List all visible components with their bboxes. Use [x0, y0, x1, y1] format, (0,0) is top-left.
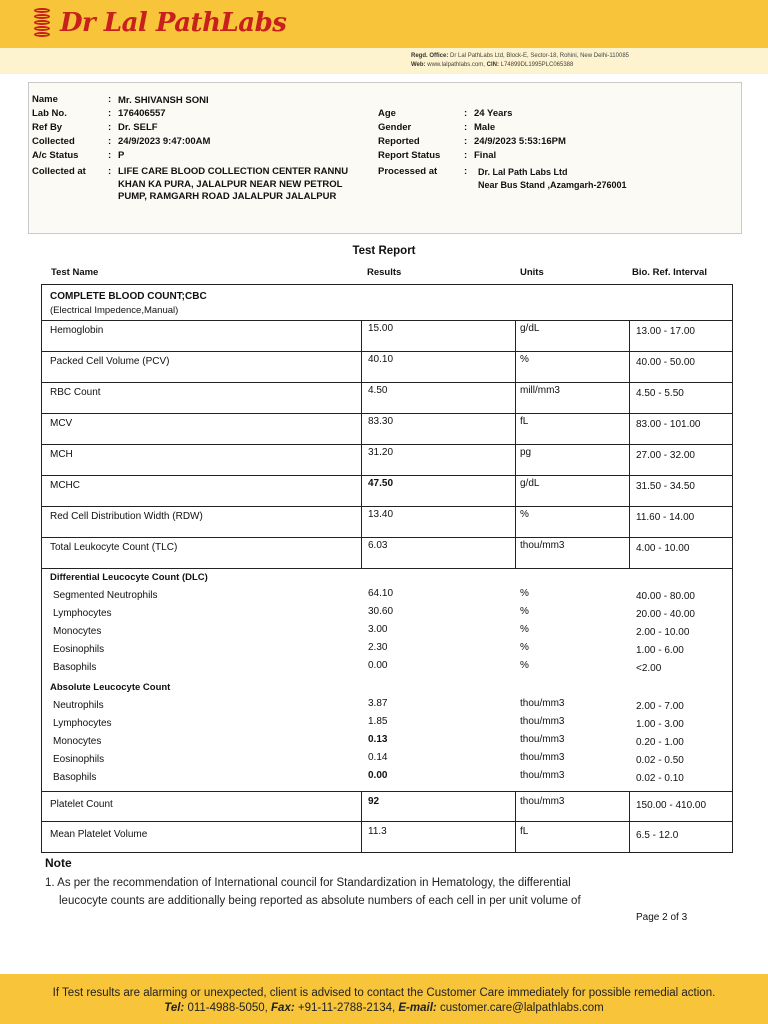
- test-ref-interval: 11.60 - 14.00: [636, 512, 695, 523]
- test-result: 47.50: [368, 478, 394, 489]
- test-ref-interval: <2.00: [636, 663, 662, 674]
- test-unit: fL: [520, 826, 529, 837]
- test-name: Monocytes: [53, 626, 102, 637]
- test-result: 11.3: [368, 826, 387, 837]
- fax-value: +91-11-2788-2134,: [297, 1002, 396, 1014]
- report-status-value: Final: [474, 150, 497, 161]
- results-table: [41, 284, 733, 853]
- test-ref-interval: 40.00 - 50.00: [636, 357, 695, 368]
- test-name: Basophils: [53, 662, 97, 673]
- test-result: 13.40: [368, 509, 394, 520]
- gender-label: Gender: [378, 122, 412, 133]
- col-units: Units: [520, 267, 544, 278]
- row-divider: [42, 821, 732, 822]
- office-band: [0, 48, 768, 74]
- footer-advisory: If Test results are alarming or unexpected, client is advised to contact the Customer Care immediately for possible remedial action.: [52, 987, 716, 999]
- row-divider: [42, 413, 732, 414]
- test-unit: thou/mm3: [520, 540, 565, 551]
- email-value: customer.care@lalpathlabs.com: [439, 1002, 604, 1014]
- panel-title: COMPLETE BLOOD COUNT;CBC: [50, 291, 207, 302]
- test-result: 0.14: [368, 752, 388, 763]
- sep: :: [108, 166, 112, 177]
- sep: :: [464, 136, 468, 147]
- test-name: Total Leukocyte Count (TLC): [50, 542, 178, 553]
- test-name: Mean Platelet Volume: [50, 829, 148, 840]
- test-result: 15.00: [368, 323, 394, 334]
- row-divider: [42, 568, 732, 569]
- column-divider: [361, 791, 362, 853]
- header-band: [0, 0, 768, 48]
- collected-at-value: LIFE CARE BLOOD COLLECTION CENTER RANNU KHAN KA PURA, JALALPUR NEAR NEW PETROL PUMP, RAMGARH ROAD JALALPUR JALALPUR: [118, 166, 349, 202]
- sep: :: [108, 94, 112, 105]
- test-ref-interval: 27.00 - 32.00: [636, 450, 695, 461]
- sep: :: [108, 108, 112, 119]
- row-divider: [42, 351, 732, 352]
- test-result: 0.00: [368, 660, 388, 671]
- test-unit: pg: [520, 447, 532, 458]
- collected-at-label: Collected at: [32, 166, 86, 177]
- test-ref-interval: 2.00 - 7.00: [636, 701, 684, 712]
- test-unit: thou/mm3: [520, 770, 565, 781]
- lab-no-label: Lab No.: [32, 108, 67, 119]
- gender-value: Male: [474, 122, 496, 133]
- test-result: 40.10: [368, 354, 394, 365]
- test-ref-interval: 83.00 - 101.00: [636, 419, 701, 430]
- row-divider: [42, 382, 732, 383]
- test-result: 0.00: [368, 770, 388, 781]
- test-name: Basophils: [53, 772, 97, 783]
- col-ref-interval: Bio. Ref. Interval: [632, 267, 707, 278]
- office-info: Regd. Office: Dr Lal PathLabs Ltd, Block-E, Sector-18, Rohini, New Delhi-110085 Web: www.lalpathlabs.com, CIN: L74899DL1995PLC065388: [411, 53, 629, 68]
- test-unit: %: [520, 624, 529, 635]
- footer-band: [0, 974, 768, 1024]
- test-ref-interval: 1.00 - 3.00: [636, 719, 684, 730]
- test-ref-interval: 0.20 - 1.00: [636, 737, 684, 748]
- test-result: 3.87: [368, 698, 388, 709]
- row-divider: [42, 444, 732, 445]
- test-unit: thou/mm3: [520, 698, 565, 709]
- processed-at-label: Processed at: [378, 166, 438, 177]
- sep: :: [464, 150, 468, 161]
- test-result: 64.10: [368, 588, 394, 599]
- test-result: 3.00: [368, 624, 388, 635]
- test-ref-interval: 1.00 - 6.00: [636, 645, 684, 656]
- collected-value: 24/9/2023 9:47:00AM: [118, 136, 211, 147]
- test-ref-interval: 40.00 - 80.00: [636, 591, 695, 602]
- test-result: 1.85: [368, 716, 388, 727]
- note-title: Note: [45, 856, 72, 870]
- test-unit: thou/mm3: [520, 752, 565, 763]
- footer-contacts: [0, 1002, 768, 1014]
- alc-title: Absolute Leucocyte Count: [50, 682, 171, 693]
- fax-label: Fax:: [271, 1002, 295, 1014]
- test-name: Lymphocytes: [53, 718, 112, 729]
- test-name: RBC Count: [50, 387, 101, 398]
- test-unit: g/dL: [520, 478, 540, 489]
- test-ref-interval: 4.00 - 10.00: [636, 543, 690, 554]
- page-number: Page 2 of 3: [636, 912, 688, 923]
- test-name: MCH: [50, 449, 73, 460]
- lab-name: Dr Lal PathLabs: [60, 8, 287, 38]
- name-label: Name: [32, 94, 58, 105]
- sep: :: [108, 150, 112, 161]
- note-text: [45, 874, 645, 910]
- tel-label: Tel:: [164, 1002, 185, 1014]
- test-unit: mill/mm3: [520, 385, 560, 396]
- test-name: Red Cell Distribution Width (RDW): [50, 511, 203, 522]
- dlc-title: Differential Leucocyte Count (DLC): [50, 572, 208, 583]
- test-unit: thou/mm3: [520, 796, 565, 807]
- ref-by-value: Dr. SELF: [118, 122, 158, 133]
- collected-label: Collected: [32, 136, 75, 147]
- test-unit: %: [520, 660, 529, 671]
- test-unit: thou/mm3: [520, 716, 565, 727]
- test-name: Lymphocytes: [53, 608, 112, 619]
- age-value: 24 Years: [474, 108, 513, 119]
- lab-no-value: 176406557: [118, 108, 166, 119]
- test-ref-interval: 150.00 - 410.00: [636, 800, 707, 811]
- test-name: Eosinophils: [53, 644, 105, 655]
- row-divider: [42, 506, 732, 507]
- lab-logo: [34, 8, 286, 38]
- test-unit: fL: [520, 416, 529, 427]
- ref-by-label: Ref By: [32, 122, 63, 133]
- test-name: MCHC: [50, 480, 80, 491]
- col-results: Results: [367, 267, 402, 278]
- panel-method: (Electrical Impedence,Manual): [50, 305, 179, 316]
- test-result: 0.13: [368, 734, 388, 745]
- ac-status-value: P: [118, 150, 125, 161]
- name-value: Mr. SHIVANSH SONI: [118, 95, 209, 106]
- test-name: Eosinophils: [53, 754, 105, 765]
- test-unit: %: [520, 606, 529, 617]
- col-test-name: Test Name: [51, 267, 99, 278]
- note-line-2: leucocyte counts are additionally being reported as absolute numbers of each cell in per unit volume of: [59, 895, 581, 907]
- test-ref-interval: 2.00 - 10.00: [636, 627, 690, 638]
- tel-value: 011-4988-5050,: [187, 1002, 268, 1014]
- test-unit: g/dL: [520, 323, 540, 334]
- row-divider: [42, 537, 732, 538]
- test-result: 4.50: [368, 385, 388, 396]
- test-ref-interval: 6.5 - 12.0: [636, 830, 679, 841]
- test-ref-interval: 0.02 - 0.50: [636, 755, 684, 766]
- test-result: 92: [368, 796, 380, 807]
- report-status-label: Report Status: [378, 150, 441, 161]
- ac-status-label: A/c Status: [32, 150, 79, 161]
- sep: :: [108, 136, 112, 147]
- test-unit: %: [520, 588, 529, 599]
- processed-at-line1: Dr. Lal Path Labs Ltd: [478, 167, 568, 177]
- test-name: Hemoglobin: [50, 325, 104, 336]
- test-unit: thou/mm3: [520, 734, 565, 745]
- test-ref-interval: 13.00 - 17.00: [636, 326, 695, 337]
- test-ref-interval: 20.00 - 40.00: [636, 609, 695, 620]
- test-name: Platelet Count: [50, 799, 113, 810]
- column-divider: [629, 791, 630, 853]
- test-name: Segmented Neutrophils: [53, 590, 158, 601]
- test-name: Monocytes: [53, 736, 102, 747]
- reported-label: Reported: [378, 136, 420, 147]
- note-line-1: 1. As per the recommendation of International council for Standardization in Hematology, the differential: [45, 877, 571, 889]
- test-result: 2.30: [368, 642, 388, 653]
- test-result: 83.30: [368, 416, 394, 427]
- test-unit: %: [520, 642, 529, 653]
- report-title: Test Report: [352, 245, 416, 257]
- test-ref-interval: 0.02 - 0.10: [636, 773, 684, 784]
- test-unit: %: [520, 509, 529, 520]
- test-result: 6.03: [368, 540, 388, 551]
- sep: :: [108, 122, 112, 133]
- test-result: 30.60: [368, 606, 394, 617]
- email-label: E-mail:: [398, 1002, 437, 1014]
- test-name: Packed Cell Volume (PCV): [50, 356, 170, 367]
- reported-value: 24/9/2023 5:53:16PM: [474, 136, 566, 147]
- test-ref-interval: 31.50 - 34.50: [636, 481, 695, 492]
- test-result: 31.20: [368, 447, 394, 458]
- test-name: Neutrophils: [53, 700, 104, 711]
- test-name: MCV: [50, 418, 73, 429]
- dna-helix-icon: [34, 8, 50, 38]
- processed-at-line2: Near Bus Stand ,Azamgarh-276001: [478, 180, 627, 190]
- row-divider: [42, 475, 732, 476]
- sep: :: [464, 108, 468, 119]
- sep: :: [464, 166, 468, 177]
- sep: :: [464, 122, 468, 133]
- column-divider: [515, 791, 516, 853]
- test-unit: %: [520, 354, 529, 365]
- age-label: Age: [378, 108, 396, 119]
- test-ref-interval: 4.50 - 5.50: [636, 388, 684, 399]
